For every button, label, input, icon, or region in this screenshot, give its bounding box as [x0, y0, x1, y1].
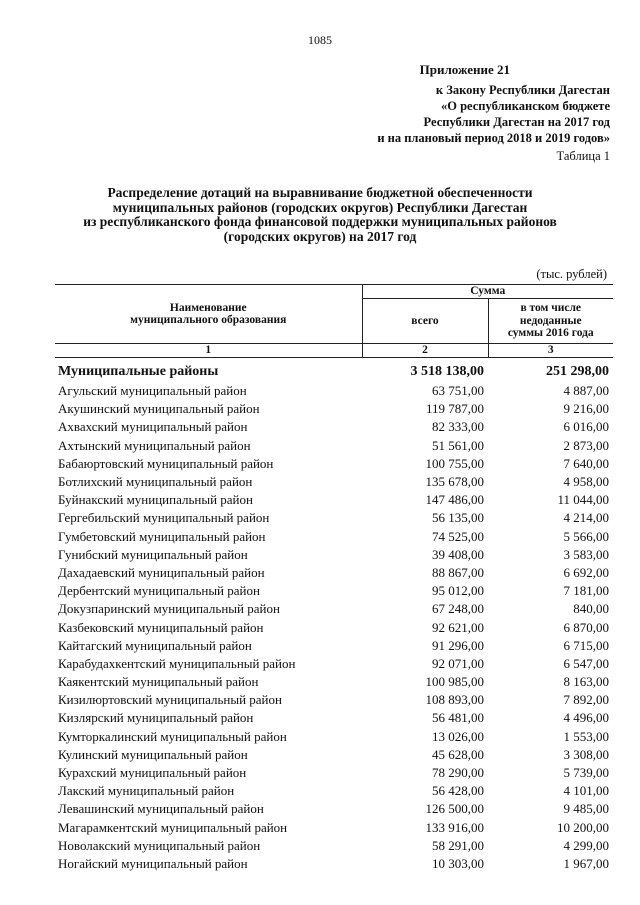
header-unpaid-line3: суммы 2016 года [507, 327, 594, 340]
district-name: Дербентский муниципальный район [58, 583, 260, 599]
district-name: Каякентский муниципальный район [58, 674, 259, 690]
unpaid-amount: 5 566,00 [563, 528, 609, 544]
total-amount: 58 291,00 [432, 837, 484, 853]
district-name: Акушинский муниципальный район [58, 401, 260, 417]
unpaid-amount: 1 553,00 [563, 728, 609, 744]
header-name-line2: муниципального образования [130, 314, 287, 326]
header-sum: Сумма [362, 285, 613, 299]
total-amount: 135 678,00 [425, 474, 484, 490]
column-number: 1 [55, 344, 362, 358]
unpaid-amount: 6 692,00 [563, 564, 609, 580]
appendix-line: «О республиканском бюджете [441, 99, 610, 113]
unpaid-amount: 6 016,00 [563, 419, 609, 435]
table-row [55, 837, 613, 855]
unpaid-amount: 4 887,00 [563, 383, 609, 399]
table-row [55, 455, 613, 473]
unpaid-amount: 4 958,00 [563, 474, 609, 490]
total-amount: 63 751,00 [432, 383, 484, 399]
title-line: Распределение дотаций на выравнивание бюджетной обеспеченности [107, 185, 533, 200]
summary-unpaid: 251 298,00 [546, 363, 609, 379]
table-row [55, 764, 613, 782]
unpaid-amount: 4 101,00 [563, 783, 609, 799]
table-row [55, 473, 613, 491]
district-name: Докузпаринский муниципальный район [58, 601, 280, 617]
table-row [55, 528, 613, 546]
total-amount: 147 486,00 [425, 492, 484, 508]
total-amount: 45 628,00 [432, 746, 484, 762]
table-row [55, 782, 613, 800]
total-amount: 82 333,00 [432, 419, 484, 435]
district-name: Левашинский муниципальный район [58, 801, 264, 817]
unpaid-amount: 3 308,00 [563, 746, 609, 762]
unpaid-amount: 6 870,00 [563, 619, 609, 635]
appendix-title: Приложение 21 [419, 62, 510, 77]
header-total: всего [411, 314, 439, 327]
table-row [55, 855, 613, 873]
district-name: Кизлярский муниципальный район [58, 710, 254, 726]
district-name: Новолакский муниципальный район [58, 837, 261, 853]
total-amount: 100 755,00 [425, 455, 484, 471]
table-row [55, 491, 613, 509]
table-row [55, 564, 613, 582]
unpaid-amount: 7 892,00 [563, 692, 609, 708]
unpaid-amount: 7 640,00 [563, 455, 609, 471]
table-row [55, 382, 613, 400]
district-name: Кизилюртовский муниципальный район [58, 692, 282, 708]
total-amount: 39 408,00 [432, 546, 484, 562]
title-line: из республиканского фонда финансовой поддержки муниципальных районов [83, 214, 557, 229]
district-name: Кайтагский муниципальный район [58, 637, 252, 653]
unpaid-amount: 5 739,00 [563, 765, 609, 781]
unpaid-amount: 8 163,00 [563, 674, 609, 690]
title-line: (городских округов) на 2017 год [223, 228, 417, 244]
total-amount: 119 787,00 [425, 401, 484, 417]
total-amount: 91 296,00 [432, 637, 484, 653]
table-label: Таблица 1 [556, 149, 610, 163]
district-name: Курахский муниципальный район [58, 765, 247, 781]
table-row [55, 637, 613, 655]
unpaid-amount: 840,00 [573, 601, 609, 617]
district-name: Ахтынский муниципальный район [58, 437, 251, 453]
total-amount: 78 290,00 [432, 765, 484, 781]
district-name: Ногайский муниципальный район [58, 855, 248, 871]
table-row [55, 600, 613, 618]
district-name: Кулинский муниципальный район [58, 746, 248, 762]
appendix-line: и на плановый период 2018 и 2019 годов» [377, 131, 610, 145]
total-amount: 126 500,00 [425, 801, 484, 817]
unpaid-amount: 6 715,00 [563, 637, 609, 653]
unpaid-amount: 4 496,00 [563, 710, 609, 726]
column-number: 2 [362, 344, 488, 358]
header-unpaid-line1: в том числе [520, 302, 582, 315]
table-row [55, 400, 613, 418]
table-row [55, 691, 613, 709]
header-unpaid [488, 299, 613, 344]
summary-total: 3 518 138,00 [410, 363, 484, 379]
column-number: 3 [488, 344, 613, 358]
header-unpaid-line2: недоданные [519, 314, 582, 327]
unpaid-amount: 7 181,00 [563, 583, 609, 599]
district-name: Гергебильский муниципальный район [58, 510, 270, 526]
total-amount: 67 248,00 [432, 601, 484, 617]
district-name: Казбековский муниципальный район [58, 619, 264, 635]
table-row [55, 819, 613, 837]
table-row [55, 655, 613, 673]
unpaid-amount: 1 967,00 [563, 855, 609, 871]
district-name: Бабаюртовский муниципальный район [58, 455, 274, 471]
total-amount: 133 916,00 [425, 819, 484, 835]
table-row [55, 582, 613, 600]
summary-name: Муниципальные районы [58, 363, 219, 379]
table-row [55, 800, 613, 818]
table-row [55, 509, 613, 527]
unpaid-amount: 10 200,00 [557, 819, 609, 835]
district-name: Гумбетовский муниципальный район [58, 528, 266, 544]
total-amount: 88 867,00 [432, 564, 484, 580]
total-amount: 100 985,00 [425, 674, 484, 690]
unpaid-amount: 11 044,00 [557, 492, 609, 508]
table-row [55, 709, 613, 727]
header-name-line1: Наименование [169, 301, 247, 314]
district-name: Лакский муниципальный район [58, 783, 235, 799]
summary-row [55, 358, 613, 383]
unpaid-amount: 4 214,00 [563, 510, 609, 526]
subsidy-table [55, 284, 613, 873]
document-title [30, 186, 610, 244]
unpaid-amount: 4 299,00 [563, 837, 609, 853]
title-line: муниципальных районов (городских округов) Республики Дагестан [112, 199, 528, 215]
total-amount: 95 012,00 [432, 583, 484, 599]
district-name: Ботлихский муниципальный район [58, 474, 253, 490]
total-amount: 92 621,00 [432, 619, 484, 635]
district-name: Гунибский муниципальный район [58, 546, 248, 562]
table-row [55, 673, 613, 691]
district-name: Карабудахкентский муниципальный район [58, 655, 296, 671]
unpaid-amount: 9 216,00 [563, 401, 609, 417]
table-row [55, 618, 613, 636]
total-amount: 108 893,00 [425, 692, 484, 708]
district-name: Буйнакский муниципальный район [58, 492, 253, 508]
district-name: Агульский муниципальный район [58, 383, 247, 399]
total-amount: 56 135,00 [432, 510, 484, 526]
table-row [55, 546, 613, 564]
table-row [55, 728, 613, 746]
total-amount: 56 481,00 [432, 710, 484, 726]
total-amount: 56 428,00 [432, 783, 484, 799]
unpaid-amount: 6 547,00 [563, 655, 609, 671]
total-amount: 13 026,00 [432, 728, 484, 744]
header-name [55, 285, 362, 344]
appendix-block [377, 62, 610, 146]
table-row [55, 418, 613, 436]
appendix-line: Республики Дагестан на 2017 год [423, 115, 610, 129]
total-amount: 74 525,00 [432, 528, 484, 544]
appendix-line: к Закону Республики Дагестан [435, 83, 610, 97]
district-name: Магарамкентский муниципальный район [58, 819, 288, 835]
table-row [55, 437, 613, 455]
table-row [55, 746, 613, 764]
total-amount: 10 303,00 [432, 855, 484, 871]
district-name: Ахвахский муниципальный район [58, 419, 248, 435]
page-number: 1085 [308, 33, 332, 47]
total-amount: 92 071,00 [432, 655, 484, 671]
units-label: (тыс. рублей) [536, 267, 607, 281]
unpaid-amount: 2 873,00 [563, 437, 609, 453]
district-name: Дахадаевский муниципальный район [58, 564, 265, 580]
district-name: Кумторкалинский муниципальный район [58, 728, 287, 744]
unpaid-amount: 3 583,00 [563, 546, 609, 562]
unpaid-amount: 9 485,00 [563, 801, 609, 817]
total-amount: 51 561,00 [432, 437, 484, 453]
